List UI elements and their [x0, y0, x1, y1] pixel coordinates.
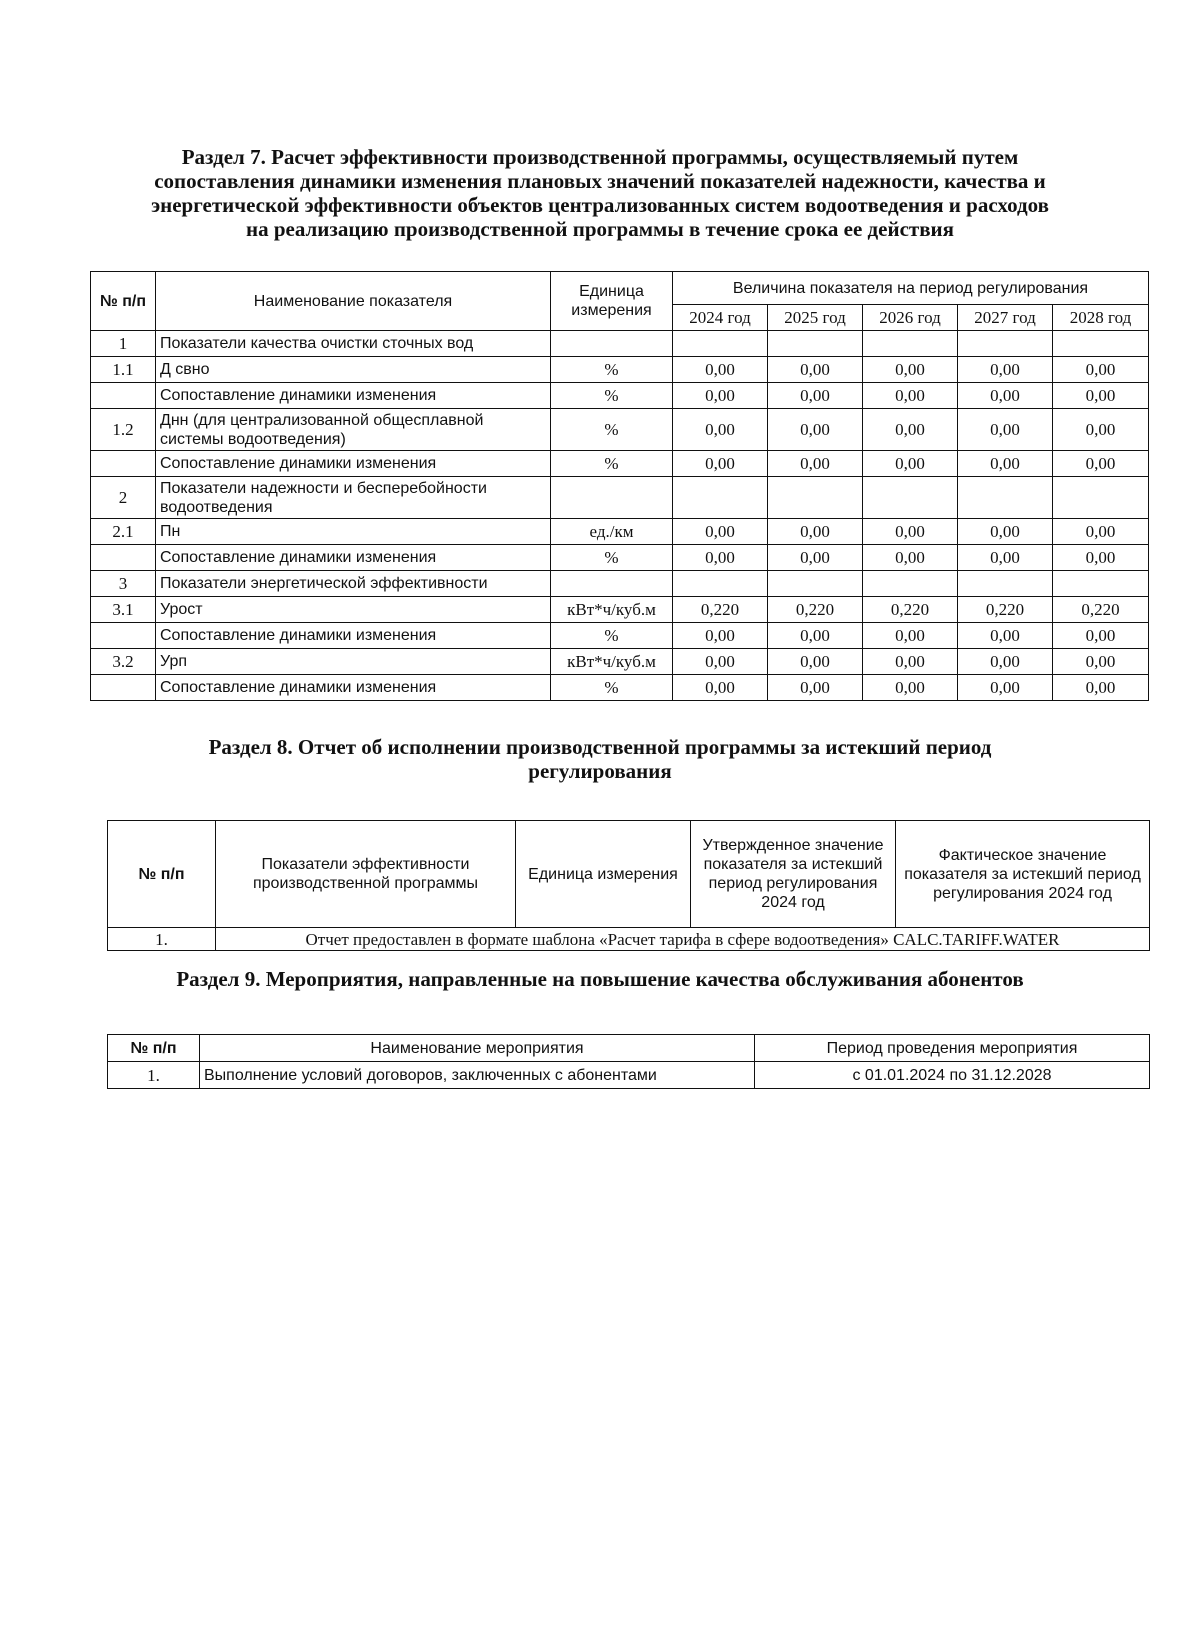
row-value: 0,00	[673, 409, 768, 451]
row-unit: %	[551, 623, 673, 649]
row-value: 0,00	[673, 545, 768, 571]
row-value: 0,00	[958, 623, 1053, 649]
row-value: 0,00	[863, 519, 958, 545]
efficiency-table	[90, 271, 1149, 701]
row-num: 3	[91, 571, 156, 597]
row-value: 0,220	[768, 597, 863, 623]
row-name: Сопоставление динамики изменения	[156, 545, 551, 571]
section7-title	[0, 145, 1200, 241]
row-unit: %	[551, 409, 673, 451]
row-value	[768, 571, 863, 597]
row-unit: %	[551, 357, 673, 383]
row-value	[673, 477, 768, 519]
row-value	[863, 331, 958, 357]
row-value: 0,00	[768, 675, 863, 701]
section7-title-line: сопоставления динамики изменения плановых значений показателей надежности, качества и	[154, 169, 1046, 193]
row-value: 0,00	[958, 409, 1053, 451]
row-value: 0,00	[863, 383, 958, 409]
row-name: Пн	[156, 519, 551, 545]
row-value: 0,00	[1053, 409, 1149, 451]
row-num: 1.	[108, 928, 216, 951]
row-name: Д свно	[156, 357, 551, 383]
row-value: 0,00	[1053, 383, 1149, 409]
row-value: 0,220	[673, 597, 768, 623]
row-unit: %	[551, 383, 673, 409]
row-value: 0,00	[863, 451, 958, 477]
row-name: Показатели качества очистки сточных вод	[156, 331, 551, 357]
row-num	[91, 451, 156, 477]
row-value: 0,220	[863, 597, 958, 623]
table-row	[91, 675, 1149, 701]
row-value: 0,00	[863, 357, 958, 383]
row-value: 0,00	[1053, 675, 1149, 701]
row-num: 1.2	[91, 409, 156, 451]
table-row	[91, 597, 1149, 623]
row-value	[673, 571, 768, 597]
section9-title	[0, 967, 1200, 991]
header-year: 2028 год	[1053, 305, 1149, 331]
row-unit: %	[551, 545, 673, 571]
row-num: 3.1	[91, 597, 156, 623]
header-num: № п/п	[91, 272, 156, 331]
header-indicators: Показатели эффективности производственной программы	[216, 821, 516, 928]
header-year: 2026 год	[863, 305, 958, 331]
efficiency-table-body	[91, 331, 1149, 701]
row-value: 0,00	[768, 545, 863, 571]
row-value	[673, 331, 768, 357]
header-approved: Утвержденное значение показателя за истекший период регулирования 2024 год	[691, 821, 896, 928]
row-value	[1053, 477, 1149, 519]
table-row	[91, 519, 1149, 545]
header-name: Наименование мероприятия	[200, 1035, 755, 1062]
row-value: 0,00	[863, 649, 958, 675]
row-value	[1053, 571, 1149, 597]
row-value	[768, 331, 863, 357]
section7-title-line: Раздел 7. Расчет эффективности производственной программы, осуществляемый путем	[181, 145, 1019, 169]
row-value: 0,00	[1053, 649, 1149, 675]
row-value	[958, 477, 1053, 519]
table-row	[91, 623, 1149, 649]
row-name: Днн (для централизованной общесплавной системы водоотведения)	[156, 409, 551, 451]
row-name: Сопоставление динамики изменения	[156, 675, 551, 701]
report-table	[107, 820, 1150, 951]
row-value: 0,00	[958, 675, 1053, 701]
row-value: 0,00	[863, 623, 958, 649]
row-num	[91, 623, 156, 649]
row-value: 0,00	[768, 649, 863, 675]
measure-period: с 01.01.2024 по 31.12.2028	[755, 1062, 1150, 1089]
section7-title-line: энергетической эффективности объектов централизованных систем водоотведения и расходов	[151, 193, 1049, 217]
row-value: 0,220	[1053, 597, 1149, 623]
row-value	[863, 477, 958, 519]
table-row	[91, 383, 1149, 409]
row-num	[91, 675, 156, 701]
row-value	[768, 477, 863, 519]
row-value: 0,00	[1053, 545, 1149, 571]
row-value: 0,00	[673, 649, 768, 675]
row-value: 0,00	[673, 451, 768, 477]
table-row	[91, 409, 1149, 451]
row-value: 0,00	[768, 409, 863, 451]
row-value	[863, 571, 958, 597]
header-unit: Единица измерения	[516, 821, 691, 928]
header-num: № п/п	[108, 821, 216, 928]
row-value: 0,00	[1053, 357, 1149, 383]
header-period: Период проведения мероприятия	[755, 1035, 1150, 1062]
row-num	[91, 383, 156, 409]
row-value: 0,00	[768, 357, 863, 383]
header-year: 2024 год	[673, 305, 768, 331]
table-row	[91, 649, 1149, 675]
row-value	[1053, 331, 1149, 357]
row-value: 0,00	[958, 649, 1053, 675]
section7-title-line: на реализацию производственной программы в течение срока ее действия	[245, 217, 955, 241]
row-value: 0,00	[768, 623, 863, 649]
header-num: № п/п	[108, 1035, 200, 1062]
measures-table	[107, 1034, 1150, 1089]
row-num: 1.1	[91, 357, 156, 383]
row-value: 0,00	[958, 545, 1053, 571]
row-num: 2	[91, 477, 156, 519]
row-value: 0,00	[958, 383, 1053, 409]
row-name: Показатели энергетической эффективности	[156, 571, 551, 597]
row-value: 0,00	[768, 383, 863, 409]
row-value	[958, 571, 1053, 597]
row-num: 1.	[108, 1062, 200, 1089]
row-value	[958, 331, 1053, 357]
row-value: 0,00	[768, 519, 863, 545]
row-name: Урост	[156, 597, 551, 623]
row-value: 0,00	[1053, 623, 1149, 649]
section9-title-line: Раздел 9. Мероприятия, направленные на повышение качества обслуживания абонентов	[176, 967, 1024, 991]
header-unit: Единица измерения	[551, 272, 673, 331]
row-unit	[551, 331, 673, 357]
row-num: 3.2	[91, 649, 156, 675]
row-value: 0,00	[673, 519, 768, 545]
row-num	[91, 545, 156, 571]
row-value: 0,00	[673, 357, 768, 383]
row-unit	[551, 571, 673, 597]
header-actual: Фактическое значение показателя за истекший период регулирования 2024 год	[896, 821, 1150, 928]
row-unit	[551, 477, 673, 519]
report-note: Отчет предоставлен в формате шаблона «Расчет тарифа в сфере водоотведения» CALC.TARIFF.WATER	[216, 928, 1150, 951]
row-value: 0,00	[958, 357, 1053, 383]
row-value: 0,00	[863, 675, 958, 701]
table-row	[91, 545, 1149, 571]
section8-title-line: регулирования	[528, 759, 672, 783]
table-row	[91, 331, 1149, 357]
row-value: 0,220	[958, 597, 1053, 623]
table-row	[91, 357, 1149, 383]
row-name: Урп	[156, 649, 551, 675]
row-num: 2.1	[91, 519, 156, 545]
row-name: Показатели надежности и бесперебойности водоотведения	[156, 477, 551, 519]
row-unit: %	[551, 675, 673, 701]
row-name: Сопоставление динамики изменения	[156, 451, 551, 477]
row-value: 0,00	[673, 383, 768, 409]
row-name: Сопоставление динамики изменения	[156, 383, 551, 409]
section8-title	[0, 735, 1200, 783]
row-value: 0,00	[863, 545, 958, 571]
row-value: 0,00	[673, 675, 768, 701]
row-value: 0,00	[863, 409, 958, 451]
row-value: 0,00	[1053, 451, 1149, 477]
section8-title-line: Раздел 8. Отчет об исполнении производственной программы за истекший период	[208, 735, 992, 759]
row-value: 0,00	[958, 451, 1053, 477]
header-period: Величина показателя на период регулирования	[673, 272, 1149, 305]
row-value: 0,00	[768, 451, 863, 477]
row-name: Сопоставление динамики изменения	[156, 623, 551, 649]
table-row	[91, 477, 1149, 519]
row-unit: %	[551, 451, 673, 477]
row-value: 0,00	[1053, 519, 1149, 545]
header-year: 2027 год	[958, 305, 1053, 331]
row-unit: кВт*ч/куб.м	[551, 649, 673, 675]
row-unit: кВт*ч/куб.м	[551, 597, 673, 623]
measure-name: Выполнение условий договоров, заключенных с абонентами	[200, 1062, 755, 1089]
table-row	[91, 571, 1149, 597]
row-value: 0,00	[958, 519, 1053, 545]
header-name: Наименование показателя	[156, 272, 551, 331]
row-unit: ед./км	[551, 519, 673, 545]
table-row	[91, 451, 1149, 477]
row-value: 0,00	[673, 623, 768, 649]
header-year: 2025 год	[768, 305, 863, 331]
row-num: 1	[91, 331, 156, 357]
